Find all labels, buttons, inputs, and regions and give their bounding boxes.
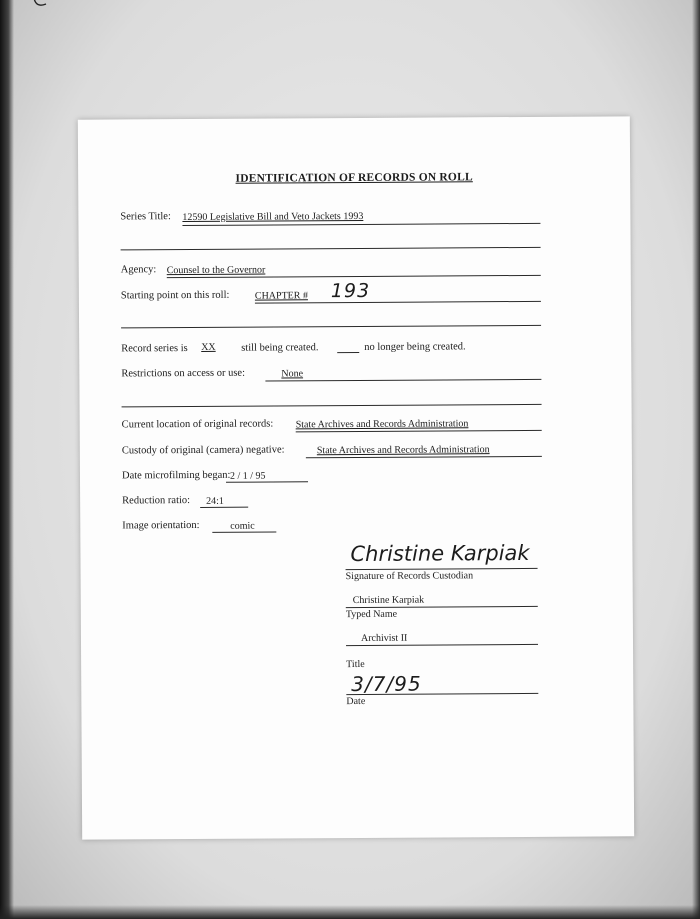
typed-name-value: Christine Karpiak [352, 594, 425, 607]
current-location-value: State Archives and Records Administration [295, 418, 469, 431]
record-series-still-text: still being created. [241, 342, 319, 354]
film-edge-left [0, 0, 14, 919]
current-location-line [296, 430, 542, 433]
signature-label: Signature of Records Custodian [345, 570, 474, 583]
orientation-value: comic [230, 520, 255, 532]
series-title-value: 12590 Legislative Bill and Veto Jackets 1993 [182, 210, 364, 224]
title-line [346, 644, 538, 646]
reduction-line [200, 507, 248, 508]
orientation-label: Image orientation: [122, 519, 200, 532]
restrictions-line-2 [122, 404, 542, 408]
custody-line [306, 456, 542, 458]
form-title: IDENTIFICATION OF RECORDS ON ROLL [235, 171, 473, 185]
series-title-line-2 [121, 247, 541, 251]
restrictions-label: Restrictions on access or use: [121, 367, 246, 380]
record-series-mark: XX [201, 341, 216, 353]
date-began-line [226, 481, 308, 483]
corner-mark [30, 0, 60, 10]
typed-name-line [346, 606, 538, 608]
starting-point-line-2 [121, 325, 541, 329]
handwritten-signature: Christine Karpiak [350, 540, 530, 567]
film-edge-bottom [0, 905, 700, 919]
reduction-label: Reduction ratio: [122, 495, 191, 507]
handwritten-date: 3/7/95 [351, 671, 422, 697]
date-began-label: Date microfilming began: [121, 469, 231, 482]
starting-point-value: CHAPTER # [254, 290, 308, 302]
current-location-label: Current location of original records: [121, 418, 274, 431]
agency-value: Counsel to the Governor [166, 264, 266, 277]
film-edge-right [692, 0, 700, 919]
series-title-line [182, 223, 540, 226]
form-sheet [78, 116, 634, 839]
custody-value: State Archives and Records Administration [316, 444, 490, 457]
date-label: Date [346, 695, 366, 708]
handwritten-chapter-number: 193 [330, 279, 371, 303]
record-series-prefix: Record series is [121, 343, 188, 355]
date-line [346, 693, 538, 695]
custody-label: Custody of original (camera) negative: [121, 444, 285, 457]
restrictions-line [265, 379, 541, 382]
title-value: Archivist II [360, 632, 408, 644]
typed-name-label: Typed Name [345, 608, 398, 621]
starting-point-label: Starting point on this roll: [120, 289, 230, 302]
orientation-line [212, 531, 276, 532]
title-label: Title [346, 658, 365, 671]
date-began-value: 2 / 1 / 95 [229, 470, 266, 482]
no-longer-blank [337, 352, 359, 353]
record-series-no-longer-text: no longer being created. [364, 341, 466, 353]
restrictions-value: None [281, 368, 304, 380]
series-title-label: Series Title: [120, 211, 171, 223]
agency-label: Agency: [120, 264, 157, 276]
reduction-value: 24:1 [206, 495, 224, 507]
